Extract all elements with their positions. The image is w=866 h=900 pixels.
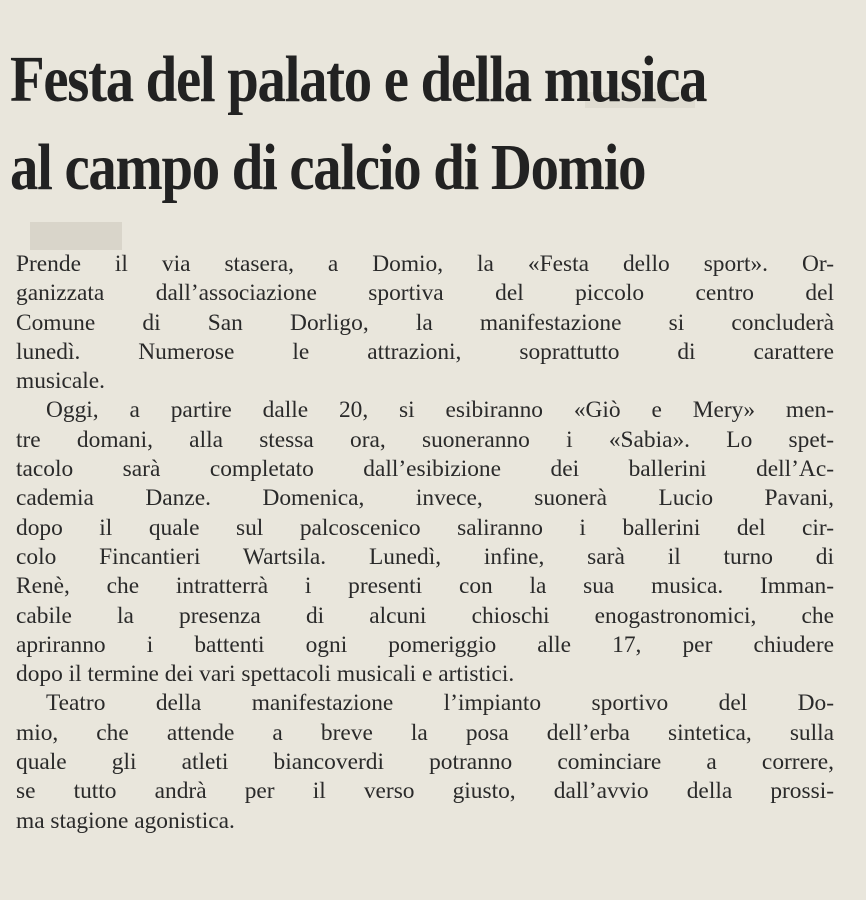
text-line: cabile la presenza di alcuni chioschi enogastronomici, che (16, 602, 834, 629)
text-line: Oggi, a partire dalle 20, si esibiranno «Giò e Mery» men- (46, 397, 834, 424)
text-line: dopo il termine dei vari spettacoli musicali e artistici. (16, 661, 515, 688)
headline-line: Festa del palato e della musica (10, 43, 707, 116)
bleed-through-mark (30, 222, 122, 250)
headline-line: al campo di calcio di Domio (10, 131, 646, 204)
article-body (16, 250, 834, 836)
text-line: tre domani, alla stessa ora, suoneranno i «Sabia». Lo spet- (16, 426, 834, 453)
text-line: Prende il via stasera, a Domio, la «Festa dello sport». Or- (16, 251, 834, 277)
text-line: se tutto andrà per il verso giusto, dall’avvio della prossi- (16, 778, 834, 805)
text-line: dopo il quale sul palcoscenico saliranno i ballerini del cir- (16, 514, 834, 541)
text-line: cademia Danze. Domenica, invece, suonerà Lucio Pavani, (16, 485, 834, 512)
text-line: colo Fincantieri Wartsila. Lunedì, infine, sarà il turno di (16, 543, 834, 570)
text-line: Comune di San Dorligo, la manifestazione si concluderà (16, 309, 834, 336)
paragraph (16, 689, 834, 835)
text-line: musicale. (16, 368, 105, 395)
text-line: tacolo sarà completato dall’esibizione dei ballerini dell’Ac- (16, 456, 834, 483)
text-line: mio, che attende a breve la posa dell’erba sintetica, sulla (16, 719, 834, 746)
text-line: lunedì. Numerose le attrazioni, soprattutto di carattere (16, 338, 834, 365)
text-line: ma stagione agonistica. (16, 807, 235, 834)
text-line: Renè, che intratterrà i presenti con la sua musica. Imman- (16, 573, 834, 600)
headline (10, 36, 853, 212)
text-line: Teatro della manifestazione l’impianto sportivo del Do- (46, 690, 834, 717)
text-line: ganizzata dall’associazione sportiva del piccolo centro del (16, 280, 834, 307)
text-line: quale gli atleti biancoverdi potranno cominciare a correre, (16, 749, 834, 776)
paragraph (16, 250, 834, 396)
paragraph (16, 396, 834, 689)
text-line: apriranno i battenti ogni pomeriggio alle 17, per chiudere (16, 631, 834, 658)
